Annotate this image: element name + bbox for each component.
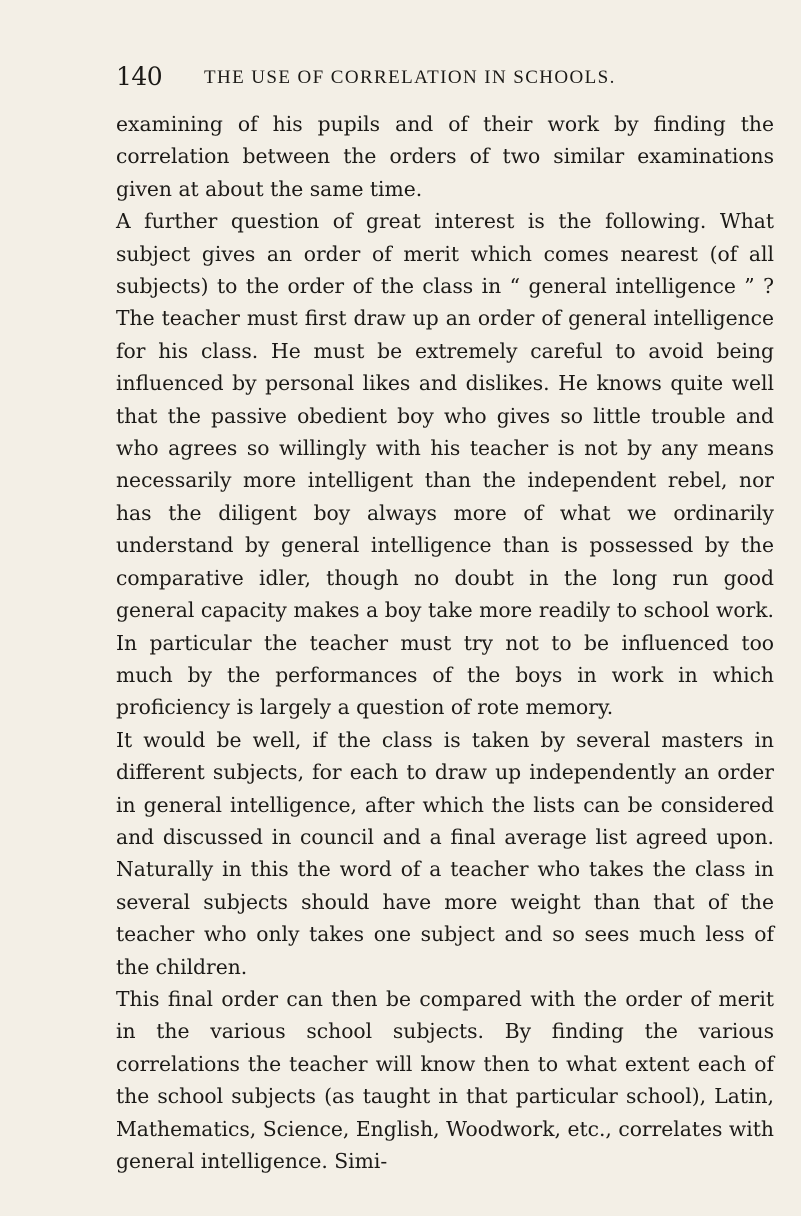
paragraph-4: This final order can then be compared with the order of merit in the various school subjects. By finding the various correlations the teacher will know then to what extent each of the school subjects (as taught in that particular school), Latin, Mathematics, Science, English, Woodwork, etc., correlates with general intelligence. Simi- [116, 986, 774, 1173]
page-number: 140 [116, 62, 163, 91]
body-text [116, 108, 774, 1177]
paragraph-3: It would be well, if the class is taken by several masters in different subjects, for each to draw up independently an order in general intelligence, after which the lists can be considered and discussed in council and a final average list agreed upon. Naturally in this the word of a teacher who takes the class in several subjects should have more weight than that of the teacher who only takes one subject and so sees much less of the children. [116, 727, 774, 979]
running-head [116, 62, 776, 92]
paragraph-1: examining of his pupils and of their work by finding the correlation between the orders of two similar examinations given at about the same time. [116, 112, 774, 201]
running-title: THE USE OF CORRELATION IN SCHOOLS. [204, 67, 616, 88]
paragraph-2: A further question of great interest is the following. What subject gives an order of merit which comes nearest (of all subjects) to the order of the class in “ general intelligence ” ? The teacher must first draw up an order of general intelligence for his class. He must be extremely careful to avoid being influenced by personal likes and dislikes. He knows quite well that the passive obedient boy who gives so little trouble and who agrees so willingly with his teacher is not by any means necessarily more intelligent than the independent rebel, nor has the diligent boy always more of what we ordinarily understand by general intelligence than is possessed by the comparative idler, though no doubt in the long run good general capacity makes a boy take more readily to school work. In particular the teacher must try not to be influenced too much by the performances of the boys in work in which proficiency is largely a question of rote memory. [116, 209, 774, 720]
